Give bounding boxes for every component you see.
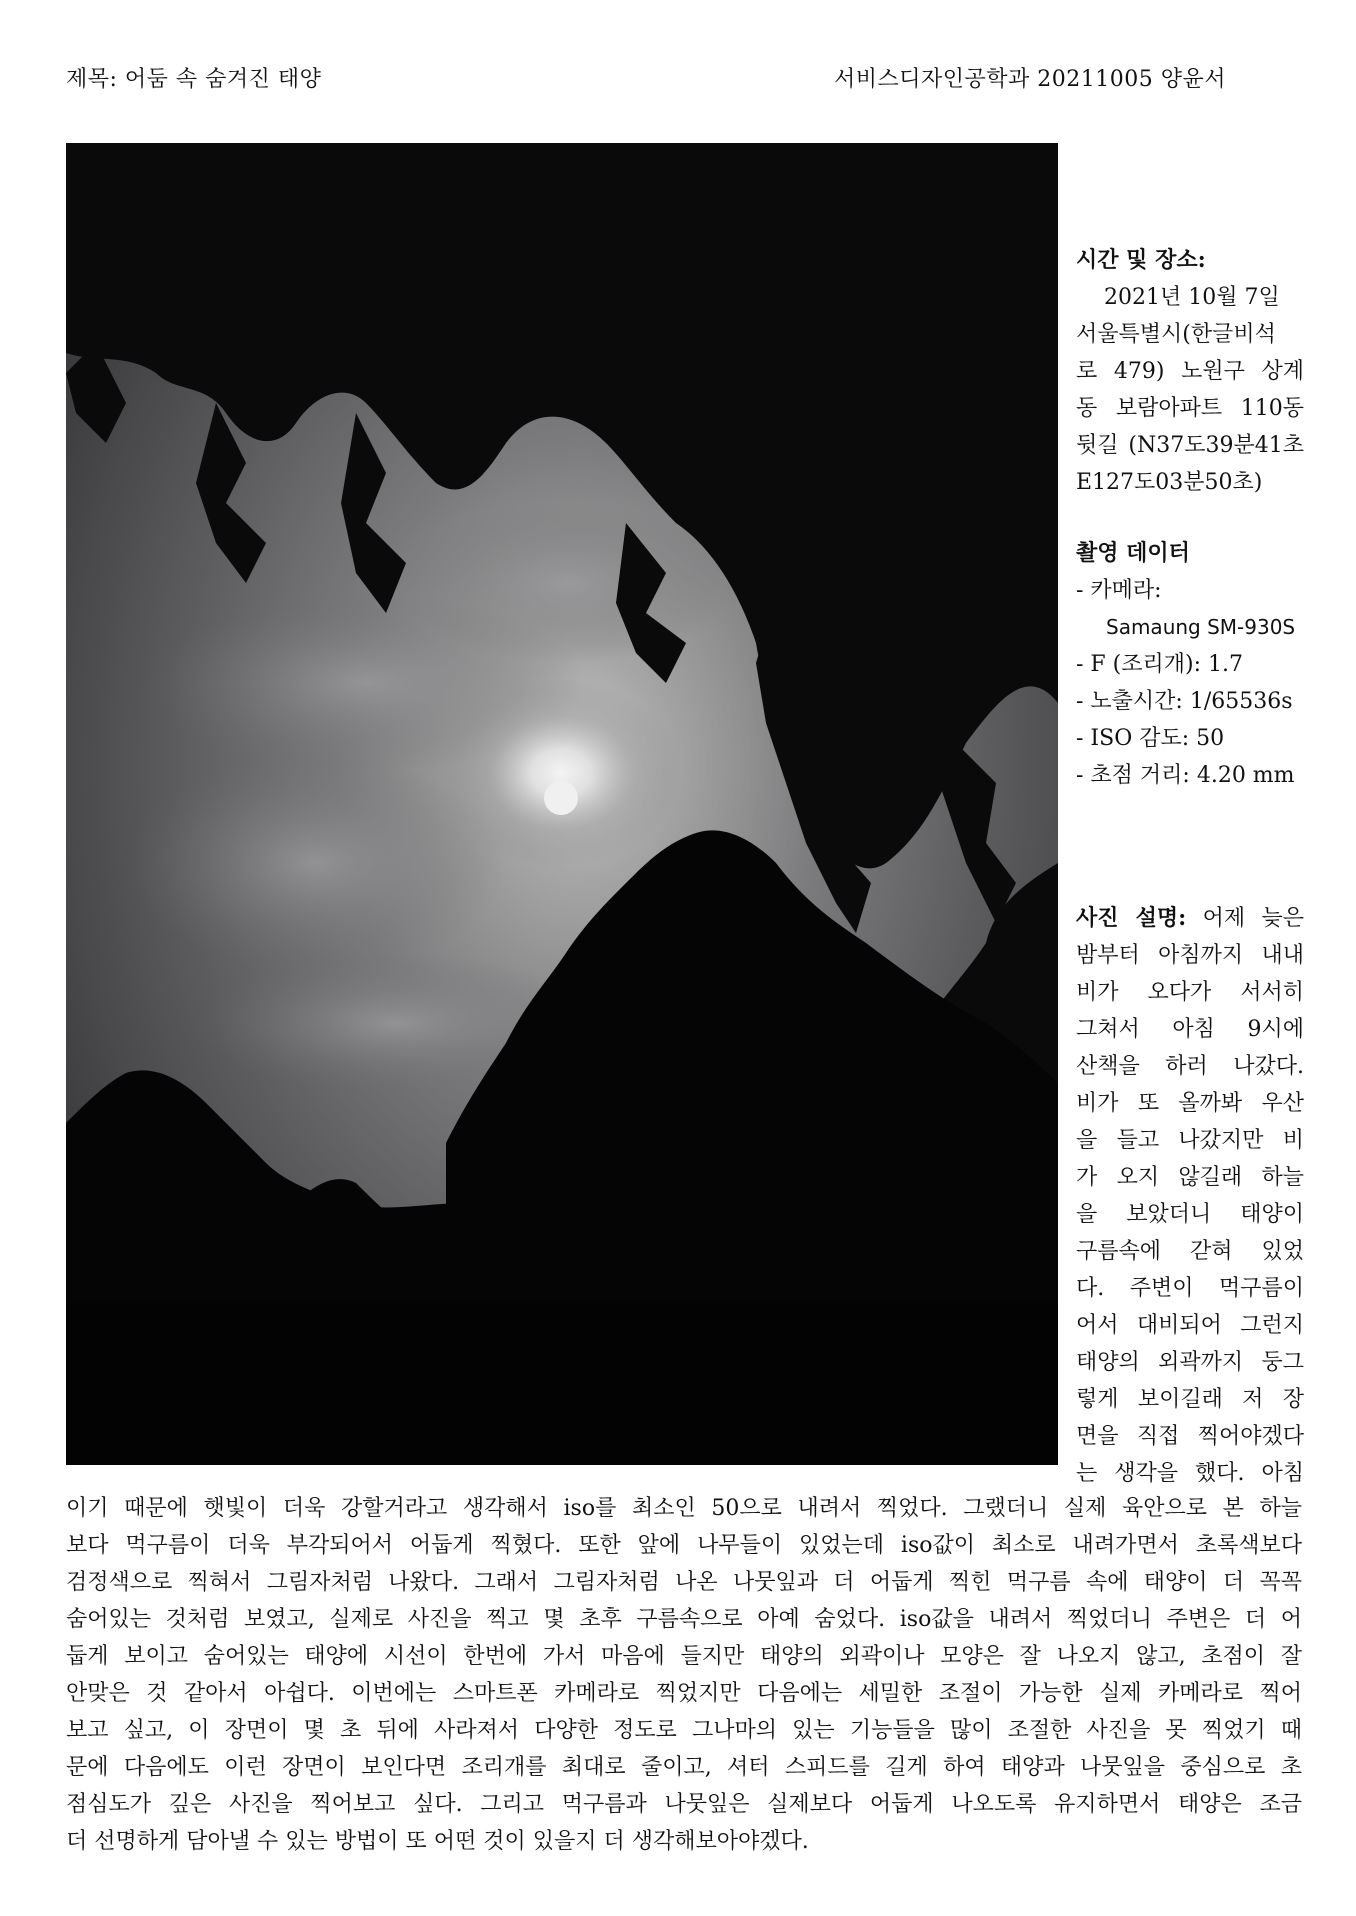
description-line: 구름속에 갇혀 있었 bbox=[1076, 1239, 1304, 1264]
photo-dark-sun-through-clouds bbox=[66, 143, 1058, 1465]
body-line: 검정색으로 찍혀서 그림자처럼 나왔다. 그래서 그림자처럼 나온 나뭇잎과 더 어둡게 찍힌 먹구름 속에 태양이 더 꼭꼭 bbox=[66, 1570, 1302, 1595]
date-line: 2021년 10월 7일 bbox=[1104, 285, 1280, 310]
description-line: 는 생각을 했다. 아침 bbox=[1076, 1461, 1304, 1486]
description-line: 산책을 하러 나갔다. bbox=[1076, 1054, 1304, 1079]
body-line: 보다 먹구름이 더욱 부각되어서 어둡게 찍혔다. 또한 앞에 나무들이 있었는데 iso값이 최소로 내려가면서 초록색보다 bbox=[66, 1533, 1302, 1558]
description-first-line bbox=[1076, 900, 1304, 937]
time-place-section bbox=[1076, 242, 1304, 501]
shooting-data-section bbox=[1076, 535, 1304, 794]
description-line: 면을 직접 찍어야겠다 bbox=[1076, 1424, 1304, 1449]
camera-model: Samaung SM-930S bbox=[1106, 615, 1296, 639]
description-line: 밤부터 아침까지 내내 bbox=[1076, 943, 1304, 968]
address-line-1: 서울특별시(한글비석 bbox=[1076, 322, 1276, 347]
aperture-value: - F (조리개): 1.7 bbox=[1076, 652, 1243, 677]
description-line: 그쳐서 아침 9시에 bbox=[1076, 1017, 1304, 1042]
body-line: 더 선명하게 담아낼 수 있는 방법이 또 어떤 것이 있을지 더 생각해보아야겠다. bbox=[66, 1829, 809, 1854]
address-line-4: 뒷길 (N37도39분41초 bbox=[1076, 433, 1304, 458]
body-paragraph bbox=[66, 1490, 1302, 1860]
body-line: 보고 싶고, 이 장면이 몇 초 뒤에 사라져서 다양한 정도로 그나마의 있는 기능들을 많이 조절한 사진을 못 찍었기 때 bbox=[66, 1718, 1302, 1743]
description-line: 비가 또 올까봐 우산 bbox=[1076, 1091, 1304, 1116]
description-heading: 사진 설명: bbox=[1076, 905, 1187, 931]
body-line: 이기 때문에 햇빛이 더욱 강할거라고 생각해서 iso를 최소인 50으로 내려서 찍었다. 그랬더니 실제 육안으로 본 하늘 bbox=[66, 1496, 1302, 1521]
exposure-value: - 노출시간: 1/65536s bbox=[1076, 689, 1293, 714]
iso-value: - ISO 감도: 50 bbox=[1076, 726, 1225, 751]
description-line: 비가 오다가 서서히 bbox=[1076, 980, 1304, 1005]
description-line: 어서 대비되어 그런지 bbox=[1076, 1313, 1304, 1338]
shooting-data-heading: 촬영 데이터 bbox=[1076, 540, 1190, 566]
description-line: 가 오지 않길래 하늘 bbox=[1076, 1165, 1304, 1190]
document-title: 제목: 어둠 속 숨겨진 태양 bbox=[66, 67, 322, 92]
description-line: 렇게 보이길래 저 장 bbox=[1076, 1387, 1304, 1412]
address-line-2: 로 479) 노원구 상계 bbox=[1076, 359, 1304, 384]
description-line: 태양의 외곽까지 둥그 bbox=[1076, 1350, 1304, 1375]
body-line: 숨어있는 것처럼 보였고, 실제로 사진을 찍고 몇 초후 구름속으로 아예 숨었다. iso값을 내려서 찍었더니 주변은 더 어 bbox=[66, 1607, 1302, 1632]
body-line: 문에 다음에도 이런 장면이 보인다면 조리개를 최대로 줄이고, 셔터 스피드를 길게 하여 태양과 나뭇잎을 중심으로 초 bbox=[66, 1755, 1302, 1780]
description-line: 다. 주변이 먹구름이 bbox=[1076, 1276, 1304, 1301]
address-line-3: 동 보람아파트 110동 bbox=[1076, 396, 1304, 421]
author-info: 서비스디자인공학과 20211005 양윤서 bbox=[834, 67, 1226, 92]
description-line: 을 들고 나갔지만 비 bbox=[1076, 1128, 1304, 1153]
body-line: 안맞은 것 같아서 아쉽다. 이번에는 스마트폰 카메라로 찍었지만 다음에는 세밀한 조절이 가능한 실제 카메라로 찍어 bbox=[66, 1681, 1302, 1706]
description-line: 을 보았더니 태양이 bbox=[1076, 1202, 1304, 1227]
address-line-5: E127도03분50초) bbox=[1076, 470, 1263, 495]
focal-length-value: - 초점 거리: 4.20 mm bbox=[1076, 763, 1295, 788]
body-line: 점심도가 깊은 사진을 찍어보고 싶다. 그리고 먹구름과 나뭇잎은 실제보다 어둡게 나오도록 유지하면서 태양은 조금 bbox=[66, 1792, 1302, 1817]
time-place-heading: 시간 및 장소: bbox=[1076, 247, 1206, 273]
body-line: 둡게 보이고 숨어있는 태양에 시선이 한번에 가서 마음에 들지만 태양의 외곽이나 모양은 잘 나오지 않고, 초점이 잘 bbox=[66, 1644, 1302, 1669]
description-section bbox=[1076, 900, 1304, 1492]
description-first-text: 어제 늦은 bbox=[1186, 906, 1304, 931]
camera-label: - 카메라: bbox=[1076, 578, 1162, 603]
